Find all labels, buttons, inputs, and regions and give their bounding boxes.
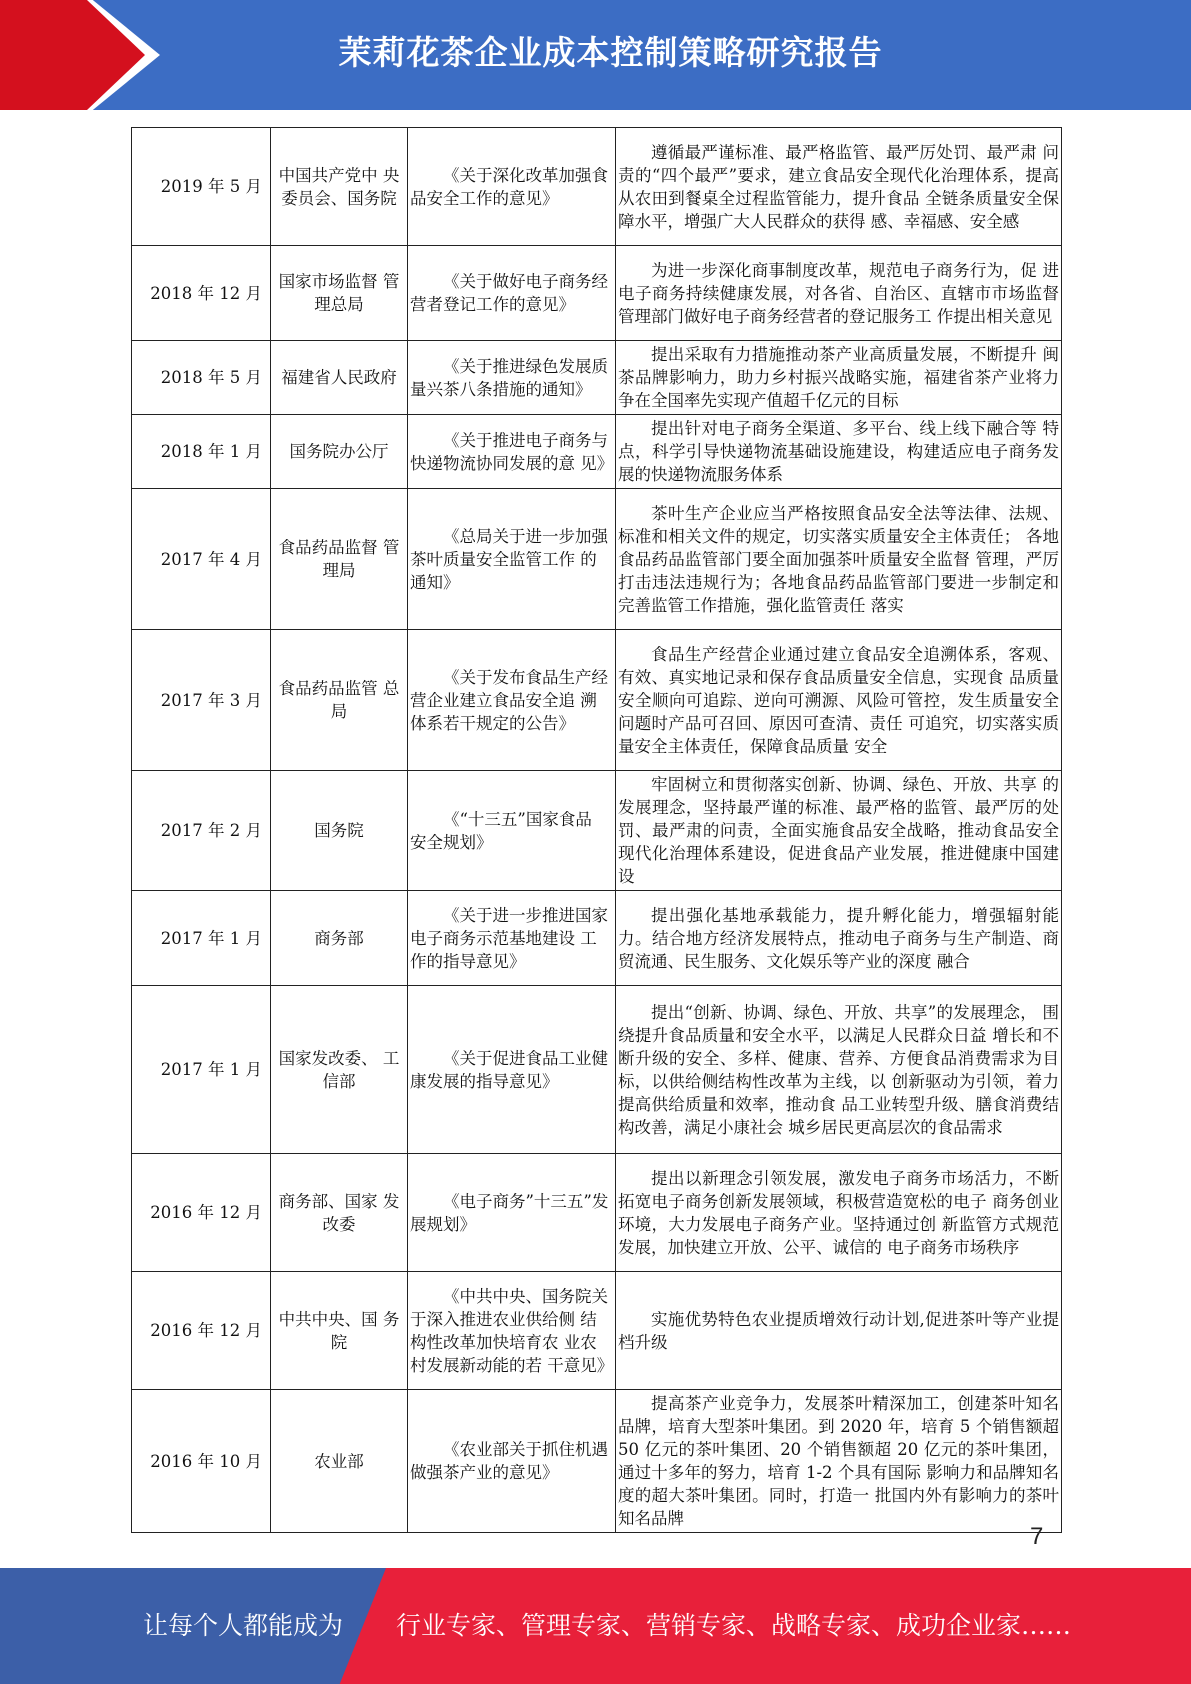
policy-content: 提出强化基地承载能力，提升孵化能力，增强辐射能 力。结合地方经济发展特点，推动电子商务与生产制造、商贸流通、民生服务、文化娱乐等产业的深度 融合: [616, 891, 1062, 986]
report-title: 茉莉花茶企业成本控制策略研究报告: [338, 33, 883, 72]
policy-document: 《关于推进绿色发展质 量兴茶八条措施的通知》: [408, 341, 616, 415]
policy-document: 《关于进一步推进国家 电子商务示范基地建设 工作的指导意见》: [408, 891, 616, 986]
table-row: [132, 771, 1062, 891]
policy-date: 2016 年 12 月: [132, 1154, 271, 1272]
table-row: [132, 630, 1062, 771]
policy-document: 《中共中央、国务院关 于深入推进农业供给侧 结构性改革加快培育农 业农村发展新动能的若 干意见》: [408, 1272, 616, 1390]
page-footer: [0, 1568, 1191, 1684]
policy-content: 提出针对电子商务全渠道、多平台、线上线下融合等 特点，科学引导快递物流基础设施建设，构建适应电子商务发展的快递物流服务体系: [616, 415, 1062, 489]
issuing-authority: 国务院办公厅: [271, 415, 408, 489]
policy-document: 《“十三五”国家食品 安全规划》: [408, 771, 616, 891]
policy-date: 2018 年 5 月: [132, 341, 271, 415]
issuing-authority: 福建省人民政府: [271, 341, 408, 415]
table-row: [132, 128, 1062, 246]
policy-document: 《电子商务”十三五”发展规划》: [408, 1154, 616, 1272]
table-row: [132, 341, 1062, 415]
policy-content: 茶叶生产企业应当严格按照食品安全法等法律、法规、 标准和相关文件的规定，切实落实质量安全主体责任； 各地食品药品监管部门要全面加强茶叶质量安全监督 管理，严厉打击违法违规行为；各地食品药品监管部门要进一步制定和完善监管工作措施，强化监管责任 落实: [616, 489, 1062, 630]
policy-content: 提出以新理念引领发展，激发电子商务市场活力，不断拓宽电子商务创新发展领域，积极营造宽松的电子 商务创业环境，大力发展电子商务产业。坚持通过创 新监管方式规范发展，加快建立开放、公平、诚信的 电子商务市场秩序: [616, 1154, 1062, 1272]
policy-content: 提出“创新、协调、绿色、开放、共享”的发展理念， 围绕提升食品质量和安全水平，以满足人民群众日益 增长和不断升级的安全、多样、健康、营养、方便食品消费需求为目标，以供给侧结构性改革为主线，以 创新驱动为引领，着力提高供给质量和效率，推动食 品工业转型升级、膳食消费结构改善，满足小康社会 城乡居民更高层次的食品需求: [616, 986, 1062, 1154]
footer-slogan-right: 行业专家、管理专家、营销专家、战略专家、成功企业家……: [396, 1611, 1072, 1640]
table-row: [132, 415, 1062, 489]
table-row: [132, 489, 1062, 630]
table-row: [132, 246, 1062, 341]
table-row: [132, 1272, 1062, 1390]
issuing-authority: 中共中央、国 务院: [271, 1272, 408, 1390]
policy-document: 《关于发布食品生产经 营企业建立食品安全追 溯体系若干规定的公告》: [408, 630, 616, 771]
page-number: 7: [1030, 1523, 1044, 1550]
page-header: [0, 0, 1191, 110]
policy-content: 食品生产经营企业通过建立食品安全追溯体系，客观、 有效、真实地记录和保存食品质量安全信息，实现食 品质量安全顺向可追踪、逆向可溯源、风险可管控，发生质量安全问题时产品可召回、原因可查清、责任 可追究，切实落实质量安全主体责任，保障食品质量 安全: [616, 630, 1062, 771]
table-row: [132, 1154, 1062, 1272]
issuing-authority: 食品药品监管 总局: [271, 630, 408, 771]
policy-content: 遵循最严谨标准、最严格监管、最严厉处罚、最严肃 问责的“四个最严”要求，建立食品安全现代化治理体系，提高从农田到餐桌全过程监管能力，提升食品 全链条质量安全保障水平，增强广大人民群众的获得 感、幸福感、安全感: [616, 128, 1062, 246]
policy-document: 《农业部关于抓住机遇 做强茶产业的意见》: [408, 1390, 616, 1533]
policy-date: 2018 年 1 月: [132, 415, 271, 489]
policy-content: 为进一步深化商事制度改革，规范电子商务行为，促 进电子商务持续健康发展，对各省、自治区、直辖市市场监督管理部门做好电子商务经营者的登记服务工 作提出相关意见: [616, 246, 1062, 341]
policy-document: 《总局关于进一步加强 茶叶质量安全监管工作 的通知》: [408, 489, 616, 630]
issuing-authority: 国家发改委、 工信部: [271, 986, 408, 1154]
issuing-authority: 中国共产党中 央委员会、国务院: [271, 128, 408, 246]
issuing-authority: 国务院: [271, 771, 408, 891]
policy-document: 《关于促进食品工业健 康发展的指导意见》: [408, 986, 616, 1154]
policy-date: 2016 年 10 月: [132, 1390, 271, 1533]
footer-slogan-left: 让每个人都能成为: [143, 1611, 344, 1640]
issuing-authority: 商务部: [271, 891, 408, 986]
issuing-authority: 食品药品监督 管理局: [271, 489, 408, 630]
policy-date: 2019 年 5 月: [132, 128, 271, 246]
policy-content: 提高茶产业竞争力，发展茶叶精深加工，创建茶叶知名品牌，培育大型茶叶集团。到 2020 年，培育 5 个销售额超 50 亿元的茶叶集团、20 个销售额超 20 亿元的茶叶集团，通过十多年的努力，培育 1-2 个具有国际 影响力和品牌知名度的超大茶叶集团。同时，打造一 批国内外有影响力的茶叶知名品牌: [616, 1390, 1062, 1533]
issuing-authority: 国家市场监督 管理总局: [271, 246, 408, 341]
policy-date: 2017 年 3 月: [132, 630, 271, 771]
issuing-authority: 商务部、国家 发改委: [271, 1154, 408, 1272]
policy-date: 2017 年 2 月: [132, 771, 271, 891]
policy-content: 实施优势特色农业提质增效行动计划,促进茶叶等产业提档升级: [616, 1272, 1062, 1390]
policy-content: 提出采取有力措施推动茶产业高质量发展，不断提升 闽茶品牌影响力，助力乡村振兴战略实施，福建省茶产业将力争在全国率先实现产值超千亿元的目标: [616, 341, 1062, 415]
policy-document: 《关于深化改革加强食 品安全工作的意见》: [408, 128, 616, 246]
table-row: [132, 1390, 1062, 1533]
policy-date: 2016 年 12 月: [132, 1272, 271, 1390]
table-row: [132, 891, 1062, 986]
policy-date: 2017 年 1 月: [132, 891, 271, 986]
policy-date: 2017 年 4 月: [132, 489, 271, 630]
policy-table: [131, 127, 1061, 1528]
policy-document: 《关于做好电子商务经 营者登记工作的意见》: [408, 246, 616, 341]
policy-date: 2017 年 1 月: [132, 986, 271, 1154]
policy-date: 2018 年 12 月: [132, 246, 271, 341]
table-row: [132, 986, 1062, 1154]
policy-content: 牢固树立和贯彻落实创新、协调、绿色、开放、共享 的发展理念，坚持最严谨的标准、最严格的监管、最严厉的处罚、最严肃的问责，全面实施食品安全战略，推动食品安全现代化治理体系建设，促进食品产业发展，推进健康中国建设: [616, 771, 1062, 891]
policy-document: 《关于推进电子商务与 快递物流协同发展的意 见》: [408, 415, 616, 489]
issuing-authority: 农业部: [271, 1390, 408, 1533]
